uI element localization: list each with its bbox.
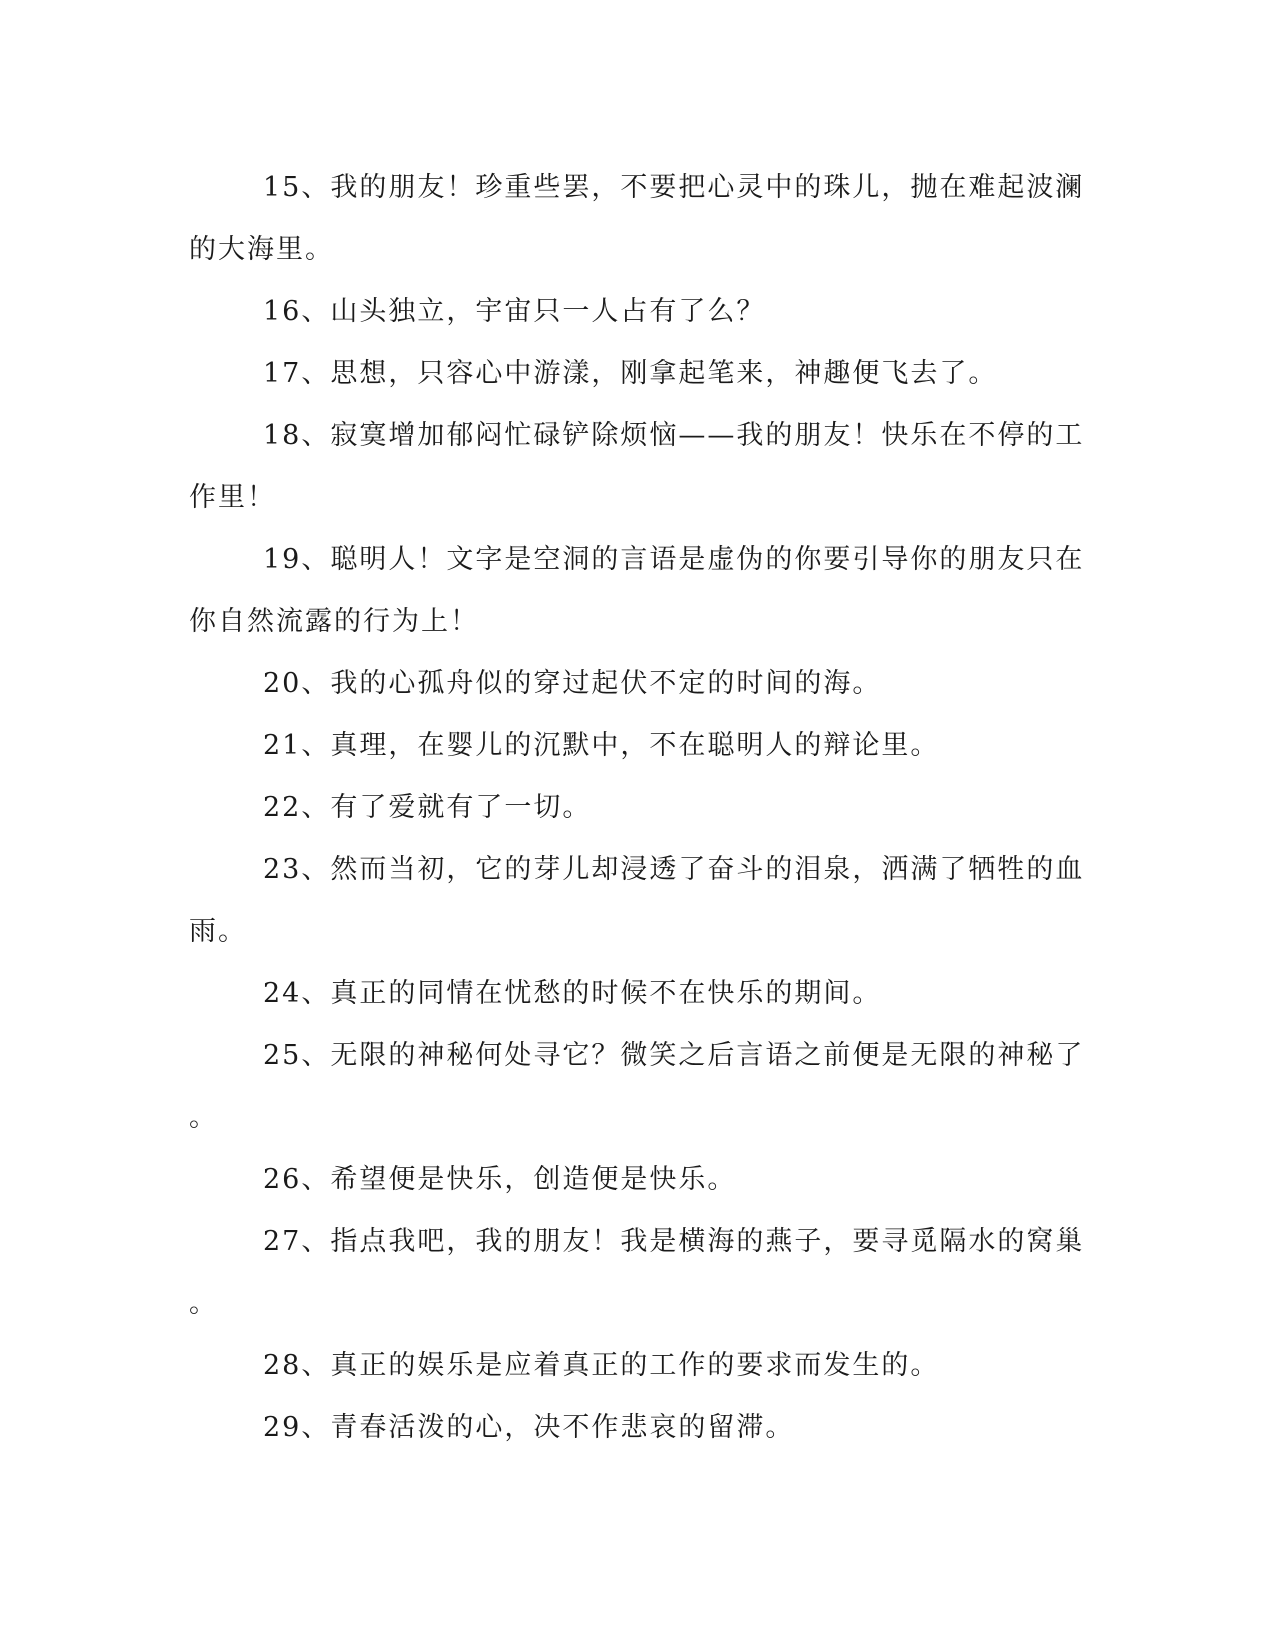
paragraph <box>189 1211 1085 1335</box>
paragraph-continuation-line: 。 <box>189 1102 218 1133</box>
paragraph <box>189 1397 1082 1459</box>
paragraph <box>189 281 1082 343</box>
paragraph <box>189 963 1082 1025</box>
paragraph-line: 28、真正的娱乐是应着真正的工作的要求而发生的。 <box>263 1350 940 1381</box>
paragraph-continuation-line: 雨。 <box>189 916 247 947</box>
paragraph-continuation-line: 的大海里。 <box>189 234 334 265</box>
paragraph-line: 27、指点我吧，我的朋友！我是横海的燕子，要寻觅隔水的窝巢 <box>263 1226 1085 1257</box>
paragraph <box>189 157 1085 281</box>
paragraph-line: 26、希望便是快乐，创造便是快乐。 <box>263 1164 737 1195</box>
paragraph-line: 15、我的朋友！珍重些罢，不要把心灵中的珠儿，抛在难起波澜 <box>263 172 1085 203</box>
paragraph <box>189 715 1082 777</box>
paragraph <box>189 839 1085 963</box>
paragraph-line: 16、山头独立，宇宙只一人占有了么？ <box>263 296 766 327</box>
paragraph <box>189 777 1082 839</box>
paragraph-line: 22、有了爱就有了一切。 <box>263 792 592 823</box>
paragraph-line: 21、真理，在婴儿的沉默中，不在聪明人的辩论里。 <box>263 730 940 761</box>
paragraph-continuation-line: 作里！ <box>189 482 276 513</box>
paragraph-line: 29、青春活泼的心，决不作悲哀的留滞。 <box>263 1412 795 1443</box>
paragraph-line: 20、我的心孤舟似的穿过起伏不定的时间的海。 <box>263 668 882 699</box>
paragraph-line: 18、寂寞增加郁闷忙碌铲除烦恼——我的朋友！快乐在不停的工 <box>263 420 1085 451</box>
paragraph-line: 17、思想，只容心中游漾，刚拿起笔来，神趣便飞去了。 <box>263 358 998 389</box>
paragraph <box>189 653 1082 715</box>
paragraph <box>189 1149 1082 1211</box>
paragraph <box>189 343 1082 405</box>
paragraph-line: 24、真正的同情在忧愁的时候不在快乐的期间。 <box>263 978 882 1009</box>
document-body <box>189 157 1085 1459</box>
paragraph-continuation-line: 。 <box>189 1288 218 1319</box>
paragraph-line: 25、无限的神秘何处寻它？微笑之后言语之前便是无限的神秘了 <box>263 1040 1085 1071</box>
paragraph-line: 23、然而当初，它的芽儿却浸透了奋斗的泪泉，洒满了牺牲的血 <box>263 854 1085 885</box>
paragraph <box>189 405 1085 529</box>
paragraph-line: 19、聪明人！文字是空洞的言语是虚伪的你要引导你的朋友只在 <box>263 544 1085 575</box>
paragraph <box>189 529 1085 653</box>
paragraph <box>189 1335 1082 1397</box>
paragraph-continuation-line: 你自然流露的行为上！ <box>189 606 479 637</box>
paragraph <box>189 1025 1085 1149</box>
